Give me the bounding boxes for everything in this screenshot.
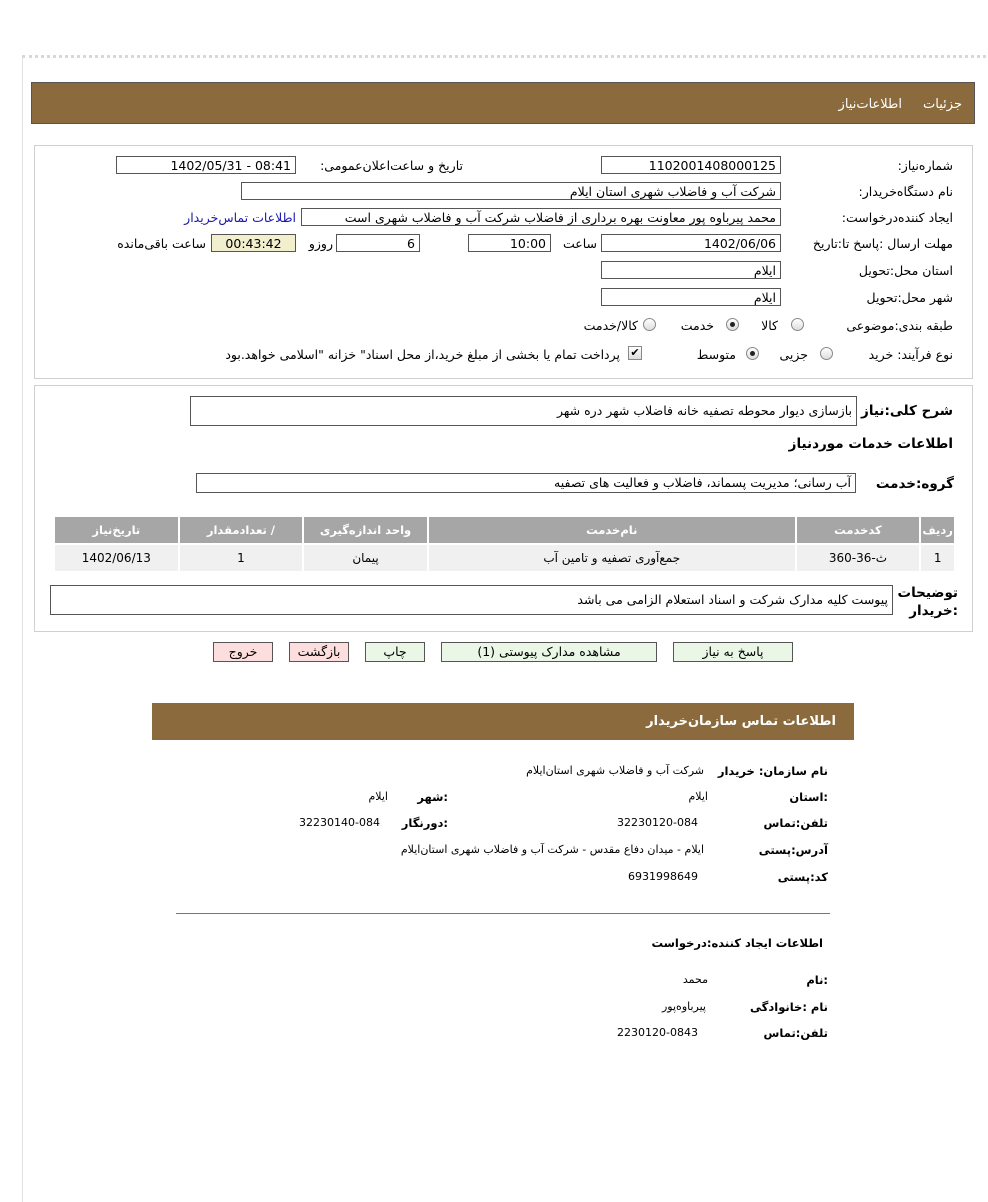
back-button[interactable]: بازگشت — [289, 642, 349, 662]
remaining-label: ساعت باقی‌مانده — [117, 236, 206, 251]
creator-phone-value: 2230120-0843 — [617, 1026, 698, 1039]
category-option-goods: کالا — [761, 318, 778, 333]
attachments-button[interactable]: مشاهده مدارک پیوستی (1) — [441, 642, 657, 662]
services-table — [53, 515, 956, 573]
group-field: آب رسانی؛ مدیریت پسماند، فاضلاب و فعالیت های تصفیه — [196, 473, 856, 493]
creator-label: ایجاد کننده‌درخواست: — [841, 210, 953, 225]
postal-label: کد:پستی — [777, 870, 828, 884]
col-service-name: نام‌خدمت — [429, 517, 795, 543]
org-label: نام سازمان: خریدار — [717, 764, 828, 778]
contact-city-label: :شهر — [417, 790, 448, 804]
col-row-number: ردیف — [921, 517, 954, 543]
category-radio-both[interactable] — [643, 318, 656, 331]
address-label: آدرس:پستی — [758, 843, 828, 857]
tab-need-info[interactable]: اطلاعات‌نیاز — [838, 97, 902, 112]
cell-service-code: ث-36-360 — [797, 545, 920, 571]
deadline-date-field: 1402/06/06 — [601, 234, 781, 252]
contact-city-value: ایلام — [368, 790, 388, 803]
process-option-minor: جزیی — [779, 347, 808, 362]
hour-label: ساعت — [562, 236, 597, 251]
tab-details[interactable]: جزئیات — [923, 97, 962, 112]
category-label: طبقه بندی:موضوعی — [846, 318, 953, 333]
contact-title: اطلاعات تماس سازمان‌خریدار — [646, 714, 836, 729]
category-radio-service[interactable] — [726, 318, 739, 331]
need-number-label: شماره‌نیاز: — [897, 158, 953, 173]
org-value: شرکت آب و فاضلاب شهری استان‌ایلام — [526, 764, 704, 777]
phone-label: تلفن:تماس — [763, 816, 828, 830]
cell-need-date: 1402/06/13 — [55, 545, 178, 571]
device-label: نام دستگاه‌خریدار: — [858, 184, 953, 199]
contact-header-bar — [152, 703, 854, 740]
announce-label: تاریخ و ساعت‌اعلان‌عمومی: — [320, 158, 463, 173]
contact-divider — [176, 913, 830, 914]
contact-province-label: :استان — [789, 790, 828, 804]
fax-label: :دورنگار — [401, 816, 448, 830]
announce-field: 1402/05/31 - 08:41 — [116, 156, 296, 174]
city-field: ایلام — [601, 288, 781, 306]
phone-value: 32230120-084 — [617, 816, 698, 829]
payment-note: پرداخت تمام یا بخشی از مبلغ خرید،از محل اسناد" خزانه "اسلامی خواهد.بود — [225, 347, 620, 362]
address-value: ایلام - میدان دفاع مقدس - شرکت آب و فاضلاب شهری استان‌ایلام — [400, 843, 704, 856]
creator-heading: اطلاعات ایجاد کننده:درخواست — [651, 936, 823, 950]
province-field: ایلام — [601, 261, 781, 279]
header-bar — [31, 82, 975, 124]
buyer-notes-label-2: :خریدار — [909, 603, 958, 619]
contact-province-value: ایلام — [688, 790, 708, 803]
remaining-time-field: 00:43:42 — [211, 234, 296, 252]
creator-name-value: محمد — [682, 973, 708, 986]
services-heading: اطلاعات خدمات موردنیاز — [788, 436, 953, 452]
creator-field: محمد پیرباوه پور معاونت بهره برداری از فاضلاب شرکت آب و فاضلاب شهری است — [301, 208, 781, 226]
creator-phone-label: تلفن:تماس — [763, 1026, 828, 1040]
cell-service-name: جمع‌آوری تصفیه و تامین آب — [429, 545, 795, 571]
city-label: شهر محل:تحویل — [866, 290, 953, 305]
fax-value: 32230140-084 — [299, 816, 380, 829]
exit-button[interactable]: خروج — [213, 642, 273, 662]
creator-family-label: نام :خانوادگی — [750, 1000, 828, 1014]
deadline-label: مهلت ارسال :پاسخ تا:تاریخ — [812, 236, 953, 251]
category-option-both: کالا/خدمت — [583, 318, 638, 333]
day-label: روزو — [308, 236, 333, 251]
cell-unit: پیمان — [304, 545, 427, 571]
process-radio-minor[interactable] — [820, 347, 833, 360]
cell-quantity: 1 — [180, 545, 303, 571]
process-option-medium: متوسط — [696, 347, 736, 362]
days-field: 6 — [336, 234, 420, 252]
postal-value: 6931998649 — [628, 870, 698, 883]
creator-family-value: پیرباوه‌پور — [662, 1000, 706, 1013]
table-row — [55, 545, 954, 571]
reply-button[interactable]: پاسخ به نیاز — [673, 642, 793, 662]
col-unit: واحد اندازه‌گیری — [304, 517, 427, 543]
need-number-field: 1102001408000125 — [601, 156, 781, 174]
payment-checkbox[interactable]: ✔ — [628, 346, 642, 360]
table-header-row — [55, 517, 954, 543]
category-option-service: خدمت — [680, 318, 714, 333]
process-radio-medium[interactable] — [746, 347, 759, 360]
col-quantity: / تعدادمقدار — [180, 517, 303, 543]
col-service-code: کدخدمت — [797, 517, 920, 543]
group-label: گروه:خدمت — [875, 476, 954, 492]
top-divider — [22, 55, 986, 58]
buyer-contact-link[interactable]: اطلاعات تماس‌خریدار — [184, 210, 296, 225]
buyer-notes-field: پیوست کلیه مدارک شرکت و اسناد استعلام الزامی می باشد — [50, 585, 893, 615]
summary-label: شرح کلی:نیاز — [861, 403, 953, 419]
creator-name-label: :نام — [806, 973, 828, 987]
process-label: نوع فرآیند: خرید — [868, 347, 953, 362]
cell-row-number: 1 — [921, 545, 954, 571]
deadline-time-field: 10:00 — [468, 234, 551, 252]
left-border-line — [22, 58, 23, 1202]
province-label: استان محل:تحویل — [858, 263, 953, 278]
device-field: شرکت آب و فاضلاب شهری استان ایلام — [241, 182, 781, 200]
col-need-date: تاریخ‌نیاز — [55, 517, 178, 543]
print-button[interactable]: چاپ — [365, 642, 425, 662]
need-info-panel — [34, 145, 973, 379]
category-radio-goods[interactable] — [791, 318, 804, 331]
buyer-notes-label-1: توضیحات — [897, 585, 958, 601]
summary-field: بازسازی دیوار محوطه تصفیه خانه فاضلاب شهر دره شهر — [190, 396, 857, 426]
